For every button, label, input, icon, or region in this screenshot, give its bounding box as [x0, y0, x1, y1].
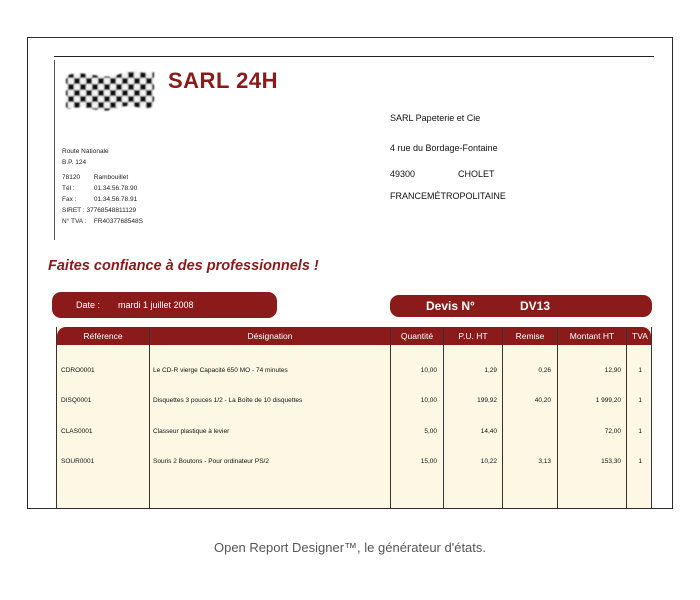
- table-row: [57, 426, 651, 438]
- header-tva: TVA: [632, 331, 648, 341]
- cell-designation: Disquettes 3 pouces 1/2 - La Boîte de 10 disquettes: [153, 397, 303, 404]
- sender-siret-value: 37768548811129: [86, 207, 137, 214]
- column-divider: [149, 327, 150, 509]
- date-box: [52, 292, 277, 318]
- sender-tva-value: FR4037768548S: [93, 218, 143, 225]
- cell-pu: 199,92: [477, 397, 497, 404]
- cell-tva: 1: [638, 367, 642, 374]
- header-unit-price: P.U. HT: [458, 331, 488, 341]
- sender-address-line2: B.P. 124: [62, 159, 87, 166]
- sender-city: Rambouillet: [93, 174, 129, 181]
- slogan: Faites confiance à des professionnels !: [48, 258, 319, 274]
- header-quantity: Quantité: [400, 331, 434, 341]
- cell-ref: CDRO0001: [61, 367, 95, 374]
- cell-montant: 12,90: [604, 367, 621, 374]
- sender-siret-row: [62, 205, 143, 216]
- table-header: [57, 327, 651, 345]
- quote-table: [56, 327, 652, 509]
- cell-designation: Souris 2 Boutons - Pour ordinateur PS/2: [153, 458, 269, 465]
- cell-qty: 10,00: [420, 367, 437, 374]
- sender-fax-label: Fax :: [62, 196, 77, 203]
- sender-siret-label: SIRET :: [62, 207, 85, 214]
- table-row: [57, 395, 651, 407]
- cell-montant: 72,00: [604, 428, 621, 435]
- cell-pu: 14,40: [480, 428, 497, 435]
- cell-remise: 40,20: [534, 397, 551, 404]
- sender-tel-label: Tél :: [62, 185, 75, 192]
- left-rule: [54, 60, 55, 240]
- sender-fax-value: 01.34.56.78.91: [93, 196, 138, 203]
- header-discount: Remise: [515, 331, 545, 341]
- sender-city-row: [62, 172, 143, 183]
- cell-montant: 1 999,20: [595, 397, 621, 404]
- sender-tel-value: 01.34.56.78.90: [93, 185, 138, 192]
- devis-box: [390, 295, 652, 317]
- cell-ref: DISQ0001: [61, 397, 92, 404]
- cell-qty: 10,00: [420, 397, 437, 404]
- sender-tel-row: [62, 183, 143, 194]
- recipient-street: 4 rue du Bordage-Fontaine: [390, 143, 498, 153]
- cell-tva: 1: [638, 428, 642, 435]
- company-name: SARL 24H: [168, 68, 278, 93]
- cell-designation: Le CD-R vierge Capacité 650 MO - 74 minutes: [153, 367, 288, 374]
- column-divider: [557, 327, 558, 509]
- cell-qty: 15,00: [420, 458, 437, 465]
- sender-tva-label: N° TVA :: [62, 218, 87, 225]
- recipient-postal-code: 49300: [390, 169, 416, 179]
- recipient-country: FRANCEMÉTROPOLITAINE: [390, 191, 506, 201]
- devis-number: DV13: [520, 299, 551, 313]
- header-designation: Désignation: [247, 331, 293, 341]
- cell-pu: 10,22: [480, 458, 497, 465]
- column-divider: [390, 327, 391, 509]
- cell-montant: 153,30: [601, 458, 621, 465]
- sender-address: [62, 146, 143, 227]
- devis-label: Devis N°: [426, 299, 475, 313]
- sender-fax-row: [62, 194, 143, 205]
- sender-address-line1: Route Nationale: [62, 148, 109, 155]
- cell-ref: CLAS0001: [61, 428, 93, 435]
- column-divider: [502, 327, 503, 509]
- cell-remise: 3,13: [538, 458, 551, 465]
- checkered-flag-logo: [62, 66, 158, 114]
- sender-tva-row: [62, 216, 143, 227]
- header-reference: Référence: [83, 331, 123, 341]
- cell-tva: 1: [638, 458, 642, 465]
- table-row: [57, 456, 651, 468]
- header-amount: Montant HT: [569, 331, 615, 341]
- date-label: Date :: [76, 300, 101, 310]
- cell-designation: Classeur plastique à levier: [153, 428, 230, 435]
- table-row: [57, 365, 651, 377]
- cell-tva: 1: [638, 397, 642, 404]
- recipient-city: CHOLET: [458, 169, 495, 179]
- cell-pu: 1,29: [484, 367, 497, 374]
- report-frame: [27, 37, 673, 509]
- date-value: mardi 1 juillet 2008: [118, 300, 194, 310]
- cell-qty: 5,00: [424, 428, 437, 435]
- cell-remise: 0,26: [538, 367, 551, 374]
- column-divider: [443, 327, 444, 509]
- top-rule: [54, 56, 654, 57]
- recipient-name: SARL Papeterie et Cie: [390, 113, 481, 123]
- figure-caption: Open Report Designer™, le générateur d'états.: [213, 540, 487, 555]
- sender-postal-code: 78120: [62, 174, 81, 181]
- cell-ref: SOUR0001: [61, 458, 95, 465]
- column-divider: [626, 327, 627, 509]
